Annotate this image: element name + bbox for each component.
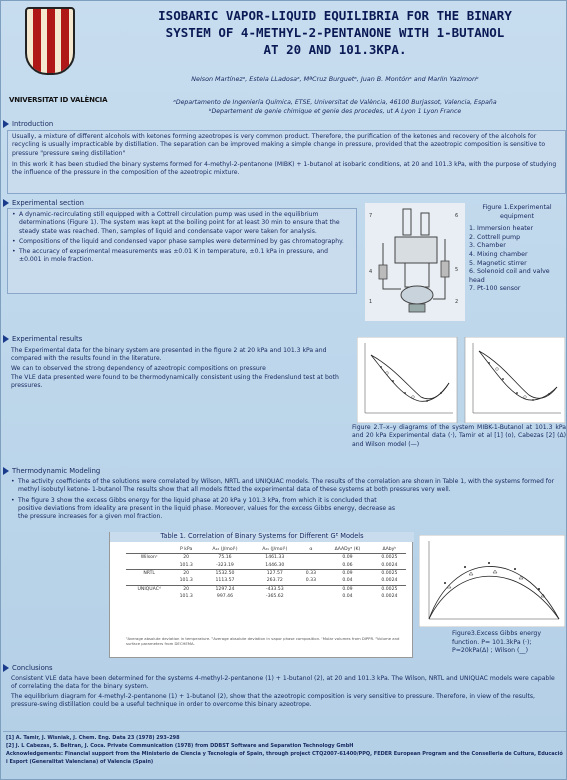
list-item: 3. Chamber (469, 242, 506, 250)
list-item: • A dynamic-recirculating still equipped with a Cottrell circulation pump was used in the equilibrium determinations (Figure 1). The system was kept at the boiling point for at least 30 min to ensure that the steady state was reached. Then, samples of liquid and condensate vapor were taken for analysis. (12, 211, 352, 236)
list-item: • The figure 3 show the excess Gibbs energy for the liquid phase at 20 kPa y 101.3 kPa, from which it is concluded that positive deviations from ideality are present in the liquid phase. Moreover, values for the excess Gibbs energy, decrease as the pressure increases for a given mol fraction. (11, 497, 562, 522)
figure1-caption: Figure 1.Experimental equipment 1. Immersion heater 2. Cottrell pump 3. Chamber 4. Mixing chamber 5. Magnetic stirrer 6. Solenoid coil and valve head 7. Pt-100 sensor (469, 204, 565, 294)
table-cell: 20 (172, 569, 200, 577)
table-cell (300, 585, 322, 593)
experimental-heading: Experimental section (3, 198, 84, 208)
table-cell: 0.0024 (381, 594, 398, 600)
arrow-icon (3, 467, 9, 475)
title-line: SYSTEM OF 4-METHYL-2-PENTANONE WITH 1-BUTANOL (165, 25, 505, 40)
modeling-heading: Thermodynamic Modeling (3, 466, 100, 476)
table-cell: 1446.30 (265, 562, 285, 568)
table-note: ᵃAverage absolute deviation in temperature. ᵇAverage absolute deviation in vapor phase composition. ᶜMolar volumes from DIPPR. ᵈVolume and surface parameters from DECHEMA. (126, 636, 400, 646)
table-cell: 1461.33 (250, 554, 300, 562)
table-header: A₂₁ (J/mol¹) (250, 546, 300, 554)
table-cell: 101.3 (179, 562, 193, 568)
table-cell: 0.09 (322, 585, 373, 593)
apparatus-figure (365, 203, 465, 321)
experimental-box (7, 208, 357, 294)
results-box (7, 345, 347, 395)
table-cell (300, 561, 322, 569)
title-line: AT 20 AND 101.3KPA. (263, 42, 407, 57)
table1 (109, 532, 413, 658)
conclusions-paragraph: The equilibrium diagram for 4-methyl-2-pentanone (1) + 1-butanol (2), show that the azeotropic composition is very sensitive to pressure. Therefore, in view of the results, pressure-swing distillation could be a useful technique in order to overcome this binary azeotrope. (11, 692, 535, 708)
authors: Nelson Martínezᵃ, Estela LLadosaᵃ, MªCruz Burguetᵃ, Juan B. Montónᵃ and Marlin Yazimonᵇ (191, 75, 479, 83)
table-row (126, 569, 406, 577)
table-cell: 0.0024 (381, 562, 398, 568)
table-cell: 20 (172, 554, 200, 562)
table-cell: 0.09 (322, 554, 373, 562)
results-paragraph: The VLE data presented were found to be thermodynamically consistent using the Fredenslund test at both pressures. (11, 373, 339, 390)
conclusions-box (7, 673, 566, 729)
table-cell: 101.3 (179, 578, 193, 584)
table-row (126, 577, 406, 585)
table-header (126, 546, 172, 554)
svg-text:6: 6 (455, 213, 459, 219)
list-item: 5. Magnetic stirrer (469, 259, 527, 267)
table-cell: NRTL (126, 569, 172, 577)
table-cell: 0.33 (300, 569, 322, 577)
svg-text:7: 7 (369, 213, 373, 219)
title-line: ISOBARIC VAPOR-LIQUID EQUILIBRIA FOR THE BINARY (158, 8, 512, 23)
list-item: • The activity coefficients of the solutions were correlated by Wilson, NRTL and UNIQUAC models. The results of the correlation are shown in Table 1, with the systems formed for methyl isobutyl ketone- 1-butanol The results show that all models fitted the experimental data of these systems at both pressures very well. (11, 478, 562, 495)
table-row (126, 593, 406, 600)
table-cell: 1532.50 (200, 569, 250, 577)
arrow-icon (3, 335, 9, 343)
table-cell (126, 577, 172, 585)
reference: [2] J. L Cabezas, S. Beltran, J. Coca. Private Communication (1978) from DDBST Software and Separation Technology GmbH (6, 743, 354, 749)
reference: [1] A. Tamir, J. Wisniak, J. Chem. Eng. Data 23 (1978) 293–298 (6, 735, 180, 741)
table-header: ΔAbyᵇ (373, 546, 406, 554)
results-paragraph: We can to observed the strong dependency of azeotropic compositions on pressure (11, 364, 266, 372)
crest-icon (25, 7, 75, 75)
list-item: 4. Mixing chamber (469, 250, 528, 258)
figure3-caption: Figure3.Excess Gibbs energy function. P= 101.3kPa (·); P=20kPa(Δ) ; Wilson (__) (452, 630, 541, 655)
table-cell (300, 554, 322, 562)
results-paragraph: The Experimental data for the binary system are presented in the figure 2 at 20 kPa and 101.3 kPa and compared with the results found in the literature. (11, 347, 327, 363)
list-item: 1. Immersion heater (469, 225, 534, 233)
table-cell: 1297.24 (200, 585, 250, 593)
poster-title (105, 7, 565, 58)
svg-text:1: 1 (369, 299, 373, 305)
affiliation-a: ᵃDepartamento de Ingeniería Química, ETSE, Universitat de València, 46100 Burjassot, Valencia, España (173, 99, 497, 106)
figure2-caption: Figure 2.T–x–y diagrams of the system MIBK-1-Butanol at 101.3 kPa and 20 kPa Experimental data (·), Tamir et al [1] (o), Cabezas [2] (Δ) and Wilson model (—) (352, 424, 566, 448)
arrow-icon (3, 199, 9, 207)
table-row (126, 585, 406, 593)
correlation-table (126, 546, 406, 600)
university-logo (7, 5, 108, 105)
table-header: α (300, 546, 322, 554)
table-cell: Wilsonᶜ (126, 554, 172, 562)
university-name: VNIVERSITAT ID VALÈNCIA (9, 96, 108, 104)
table-cell: 0.04 (342, 578, 353, 584)
svg-text:5: 5 (455, 267, 459, 273)
list-item: • The accuracy of experimental measurements was ±0.01 K in temperature, ±0.1 kPa in pressure, and ±0.001 in mole fraction. (12, 248, 352, 265)
table-cell: 0.0025 (373, 554, 406, 562)
list-item: • Compositions of the liquid and condensed vapor phase samples were determined by gas chromatography. (12, 238, 352, 246)
table-cell: 0.0025 (373, 569, 406, 577)
table-title: Table 1. Correlation of Binary Systems for Different Gᴱ Models (110, 532, 414, 542)
intro-paragraph: Usually, a mixture of different alcohols with ketones forming azeotropes is very common product. Therefore, the purification of the ketones and recovery of the alcohols for recycling is usually impracticable by distillation. The separation can be improved making a simple change in pressure, provided that the azeotropic composition is sensitive to pressure "pressure swing distillation" (12, 133, 546, 157)
introduction-heading: Introduction (3, 119, 53, 129)
table-cell (300, 593, 322, 600)
list-item: 2. Cottrell pump (469, 233, 521, 241)
introduction-box (7, 130, 566, 194)
intro-paragraph: In this work it has been studied the binary systems formed for 4-methyl-2-pentanone (MIBK) + 1-butanol at isobaric conditions, at 20 and 101.3 kPa, with the purpose of studying the influence of the pressure in the composition of the azeotropic mixture. (12, 160, 557, 177)
table-row (126, 561, 406, 569)
table-cell: -433.53 (250, 585, 300, 593)
table-cell: -323.19 (216, 562, 234, 568)
table-cell: -365.62 (265, 594, 284, 600)
table-header: ΔAADyᵃ (K) (322, 546, 373, 554)
arrow-icon (3, 120, 9, 128)
arrow-icon (3, 664, 9, 672)
table-cell: 997.46 (216, 594, 233, 600)
svg-text:2: 2 (455, 299, 459, 305)
table-cell: 0.33 (305, 578, 316, 584)
references (3, 731, 566, 779)
table-cell (126, 593, 172, 600)
modeling-box (7, 476, 566, 536)
list-item: 6. Solenoid coil and valve head (469, 268, 550, 284)
table-cell (126, 561, 172, 569)
figure2-txy-diagrams (357, 337, 565, 423)
table-cell: 0.0024 (381, 578, 398, 584)
affiliation-b: ᵇDepartement de genie chimique et genie des procedes, ut A Lyon 1 Lyon France (208, 108, 462, 115)
acknowledgements: Acknowledgements: Financial support from the Ministerio de Ciencia y Tecnología of Spain, through project CTQ2007-61400/PPQ, FEDER European Program and the Conselleria de Cultura, Educació i Esport (Generalitat Valenciana) of Valencia (Spain) (6, 751, 563, 765)
table-header: P kPa (172, 546, 200, 554)
table-cell: 1113.57 (215, 578, 235, 584)
table-header: A₁₂ (J/mol¹) (200, 546, 250, 554)
conclusions-heading: Conclusions (3, 663, 53, 673)
table-cell: 0.09 (322, 569, 373, 577)
table-cell: 101.3 (179, 594, 193, 600)
table-cell: 0.0025 (373, 585, 406, 593)
table-row (126, 554, 406, 562)
table-cell: 75.16 (200, 554, 250, 562)
results-heading: Experimental results (3, 334, 82, 344)
conclusions-paragraph: Consistent VLE data have been determined for the systems 4-methyl-2-pentanone (1) + 1-butanol (2), at 20 and 101.3 kPa. The Wilson, NRTL and UNIQUAC models were capable of correlating the data for the binary system. (11, 675, 555, 691)
table-cell: 127.57 (250, 569, 300, 577)
table-cell: 0.06 (342, 562, 353, 568)
affiliations (105, 98, 565, 116)
table-cell: UNIQUACᵈ (126, 585, 172, 593)
table-cell: 0.04 (342, 594, 353, 600)
table-cell: 20 (172, 585, 200, 593)
figure3-gibbs-energy (419, 535, 565, 627)
table-cell: 263.72 (266, 578, 283, 584)
list-item: 7. Pt-100 sensor (469, 285, 521, 293)
svg-text:4: 4 (369, 269, 373, 275)
